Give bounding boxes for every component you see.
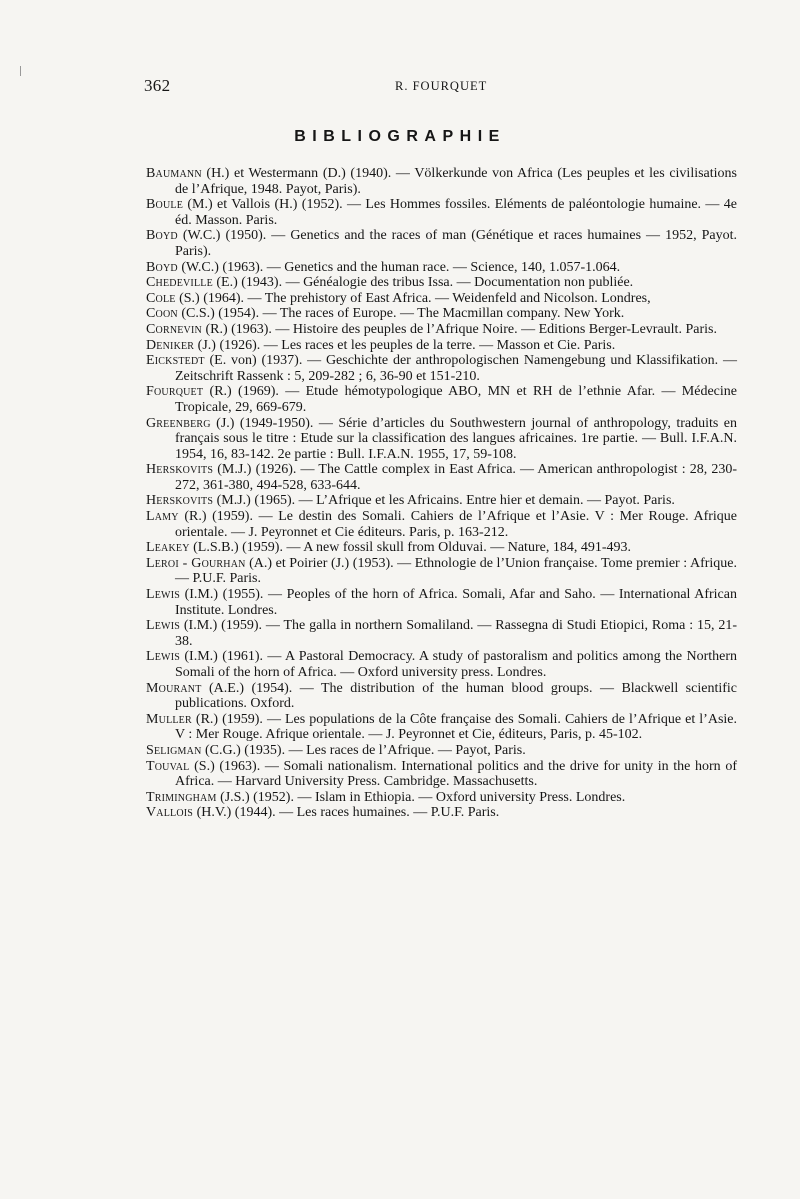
entry-text: (S.) (1963). — Somali nationalism. International politics and the drive for unity in the horn of Africa. — Harvard University Press. Cambridge. Massachusetts. bbox=[175, 758, 737, 790]
entry-text: (W.C.) (1950). — Genetics and the races of man (Génétique et races humaines — 1952, Payot. Paris). bbox=[175, 228, 737, 259]
bibliography-entry bbox=[146, 260, 737, 276]
entry-author: Lewis bbox=[146, 618, 180, 634]
entry-text: (A.) et Poirier (J.) (1953). — Ethnologie de l’Union française. Tome premier : Afrique. — P.U.F. Paris. bbox=[175, 555, 737, 587]
bibliography-entry bbox=[146, 681, 737, 712]
entry-text: (R.) (1963). — Histoire des peuples de l’Afrique Noire. — Editions Berger-Levrault. Paris. bbox=[201, 321, 717, 337]
entry-text: (H.V.) (1944). — Les races humaines. — P.U.F. Paris. bbox=[193, 805, 500, 821]
entry-author: Leroi - Gourhan bbox=[146, 555, 246, 571]
entry-text: (H.) et Westermann (D.) (1940). — Völkerkunde von Africa (Les peuples et les civilisations de l’Afrique, 1948. Payot, Paris). bbox=[175, 166, 737, 197]
bibliography-entry bbox=[146, 166, 737, 197]
entry-author: Cornevin bbox=[146, 321, 202, 337]
entry-author: Greenberg bbox=[146, 415, 211, 431]
entry-author: Touval bbox=[146, 758, 190, 774]
bibliography-entry bbox=[146, 790, 737, 806]
entry-text: (R.) (1969). — Etude hémotypologique ABO, MN et RH de l’ethnie Afar. — Médecine Tropicale, 29, 669-679. bbox=[175, 384, 737, 415]
bibliography-entry bbox=[146, 322, 737, 338]
bibliography-entry bbox=[146, 338, 737, 354]
entry-text: (M.J.) (1926). — The Cattle complex in East Africa. — American anthropologist : 28, 230-272, 361-380, 494-528, 633-644. bbox=[175, 462, 737, 493]
entry-author: Eickstedt bbox=[146, 353, 205, 369]
bibliography-entry bbox=[146, 509, 737, 540]
entry-text: (A.E.) (1954). — The distribution of the human blood groups. — Blackwell scientific publications. Oxford. bbox=[175, 680, 737, 712]
bibliography-entry bbox=[146, 587, 737, 618]
running-head: R. FOURQUET bbox=[395, 79, 488, 93]
page-number: 362 bbox=[144, 76, 171, 95]
entry-author: Leakey bbox=[146, 540, 190, 556]
bibliography-entry bbox=[146, 197, 737, 228]
entry-text: (S.) (1964). — The prehistory of East Africa. — Weidenfeld and Nicolson. Londres, bbox=[175, 290, 651, 306]
bibliography-entry bbox=[146, 353, 737, 384]
entry-author: Vallois bbox=[146, 805, 194, 821]
entry-author: Mourant bbox=[146, 680, 202, 696]
entry-author: Boule bbox=[146, 197, 183, 213]
bibliography-entry bbox=[146, 462, 737, 493]
bibliography-entry bbox=[146, 291, 737, 307]
bibliography-entry bbox=[146, 556, 737, 587]
bibliography-entry bbox=[146, 805, 737, 821]
entry-text: (J.) (1926). — Les races et les peuples de la terre. — Masson et Cie. Paris. bbox=[194, 337, 616, 353]
entry-text: (M.J.) (1965). — L’Afrique et les Africains. Entre hier et demain. — Payot. Paris. bbox=[213, 493, 675, 509]
bibliography-entry bbox=[146, 743, 737, 759]
entry-author: Herskovits bbox=[146, 493, 214, 509]
bibliography-entry bbox=[146, 275, 737, 291]
entry-text: (R.) (1959). — Les populations de la Côte française des Somali. Cahiers de l’Afrique et l’Asie. V : Mer Rouge. Afrique orientale. — J. Peyronnet et Cie, éditeurs, Paris, p. 45-102. bbox=[175, 711, 737, 743]
entry-author: Baumann bbox=[146, 166, 202, 181]
entry-text: (E.) (1943). — Généalogie des tribus Issa. — Documentation non publiée. bbox=[212, 275, 634, 291]
entry-author: Muller bbox=[146, 711, 192, 727]
entry-author: Seligman bbox=[146, 742, 202, 758]
entry-text: (W.C.) (1963). — Genetics and the human race. — Science, 140, 1.057-1.064. bbox=[177, 259, 621, 275]
bibliography-entry bbox=[146, 384, 737, 415]
entry-author: Fourquet bbox=[146, 384, 204, 400]
entry-author: Coon bbox=[146, 306, 178, 322]
section-title: BIBLIOGRAPHIE bbox=[294, 128, 506, 145]
entry-author: Lewis bbox=[146, 649, 180, 665]
entry-author: Boyd bbox=[146, 259, 178, 275]
entry-text: (J.S.) (1952). — Islam in Ethiopia. — Oxford university Press. Londres. bbox=[216, 789, 626, 805]
entry-text: (L.S.B.) (1959). — A new fossil skull from Olduvai. — Nature, 184, 491-493. bbox=[189, 540, 631, 556]
bibliography-entry bbox=[146, 618, 737, 649]
entry-author: Chedeville bbox=[146, 275, 213, 291]
bibliography-list bbox=[146, 166, 737, 821]
entry-text: (I.M.) (1961). — A Pastoral Democracy. A study of pastoralism and politics among the Northern Somali of the horn of Africa. — Oxford university press. Londres. bbox=[175, 649, 737, 680]
entry-text: (I.M.) (1955). — Peoples of the horn of Africa. Somali, Afar and Saho. — International African Institute. Londres. bbox=[175, 587, 737, 618]
entry-author: Cole bbox=[146, 290, 176, 306]
entry-text: (J.) (1949-1950). — Série d’articles du Southwestern journal of anthropology, traduits en français sous le titre : Etude sur la classification des langues africaines. 1re partie. — Bull. I.F.A.N. 1954, 16, 83-142. 2e partie : Bull. I.F.A.N. 1955, 17, 59-108. bbox=[175, 415, 737, 462]
entry-author: Lewis bbox=[146, 587, 180, 603]
scan-margin-mark bbox=[20, 66, 21, 76]
bibliography-entry bbox=[146, 228, 737, 259]
entry-text: (R.) (1959). — Le destin des Somali. Cahiers de l’Afrique et l’Asie. V : Mer Rouge. Afrique orientale. — J. Peyronnet et Cie éditeurs. Paris, p. 163-212. bbox=[175, 509, 737, 540]
bibliography-entry bbox=[146, 540, 737, 556]
entry-text: (I.M.) (1959). — The galla in northern Somaliland. — Rassegna di Studi Etiopici, Roma : 15, 21-38. bbox=[175, 618, 737, 649]
entry-text: (M.) et Vallois (H.) (1952). — Les Hommes fossiles. Eléments de paléontologie humaine. — 4e éd. Masson. Paris. bbox=[175, 197, 737, 228]
bibliography-entry bbox=[146, 416, 737, 463]
entry-author: Trimingham bbox=[146, 789, 217, 805]
entry-author: Lamy bbox=[146, 509, 179, 525]
bibliography-entry bbox=[146, 493, 737, 509]
entry-text: (C.S.) (1954). — The races of Europe. — The Macmillan company. New York. bbox=[177, 306, 625, 322]
bibliography-entry bbox=[146, 306, 737, 322]
entry-text: (C.G.) (1935). — Les races de l’Afrique. — Payot, Paris. bbox=[201, 742, 526, 758]
bibliography-entry bbox=[146, 712, 737, 743]
entry-author: Deniker bbox=[146, 337, 195, 353]
bibliography-entry bbox=[146, 649, 737, 680]
entry-text: (E. von) (1937). — Geschichte der anthropologischen Namengebung und Klassifikation. — Zeitschrift Rassenk : 5, 209-282 ; 6, 36-90 et 151-210. bbox=[175, 353, 737, 384]
bibliography-entry bbox=[146, 759, 737, 790]
entry-author: Herskovits bbox=[146, 462, 214, 478]
entry-author: Boyd bbox=[146, 228, 178, 244]
